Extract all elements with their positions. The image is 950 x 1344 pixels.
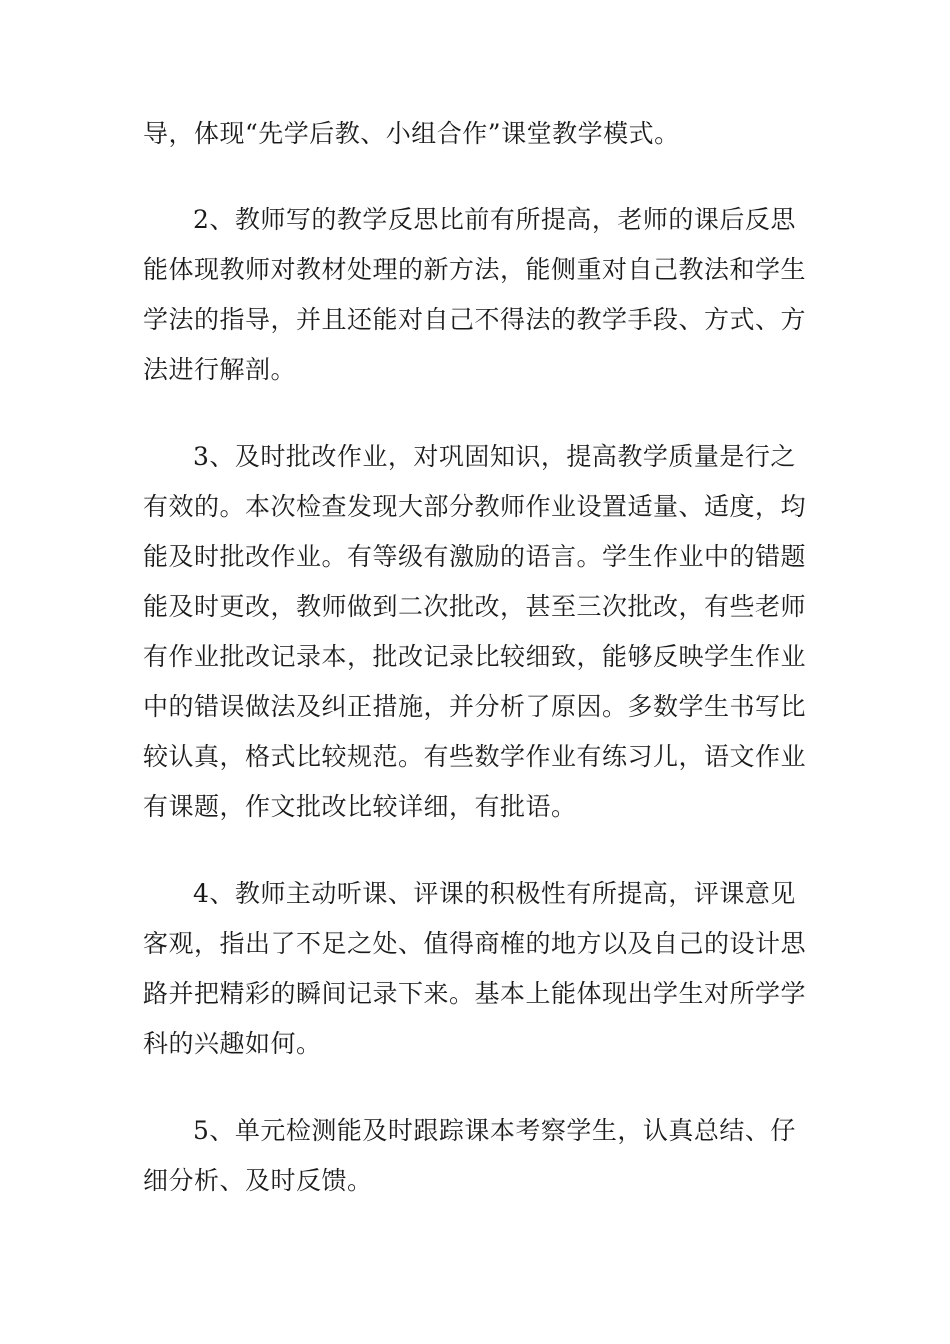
paragraph-4-line-4: 科的兴趣如何。 [143, 1029, 322, 1058]
paragraph-4-line-3: 路并把精彩的瞬间记录下来。基本上能体现出学生对所学学 [143, 979, 807, 1008]
paragraph-2-line-3: 学法的指导，并且还能对自己不得法的教学手段、方式、方 [143, 305, 807, 334]
paragraph-2-line-1: 2、教师写的教学反思比前有所提高，老师的课后反思 [193, 205, 796, 234]
paragraph-2-line-2: 能体现教师对教材处理的新方法，能侧重对自己教法和学生 [143, 255, 807, 284]
paragraph-3-line-8: 有课题，作文批改比较详细，有批语。 [143, 792, 577, 821]
paragraph-4-line-1: 4、教师主动听课、评课的积极性有所提高，评课意见 [193, 879, 796, 908]
paragraph-3-line-2: 有效的。本次检查发现大部分教师作业设置适量、适度，均 [143, 492, 807, 521]
paragraph-3-line-6: 中的错误做法及纠正措施，并分析了原因。多数学生书写比 [143, 692, 807, 721]
paragraph-3-line-3: 能及时批改作业。有等级有激励的语言。学生作业中的错题 [143, 542, 807, 571]
paragraph-3-line-5: 有作业批改记录本，批改记录比较细致，能够反映学生作业 [143, 642, 807, 671]
paragraph-3-line-4: 能及时更改，教师做到二次批改，甚至三次批改，有些老师 [143, 592, 807, 621]
paragraph-3-line-1: 3、及时批改作业，对巩固知识，提高教学质量是行之 [193, 442, 796, 471]
paragraph-2-line-4: 法进行解剖。 [143, 355, 297, 384]
paragraph-5-line-2: 细分析、及时反馈。 [143, 1166, 373, 1195]
paragraph-3-line-7: 较认真，格式比较规范。有些数学作业有练习儿，语文作业 [143, 742, 807, 771]
paragraph-4-line-2: 客观，指出了不足之处、值得商榷的地方以及自己的设计思 [143, 929, 807, 958]
paragraph-1-line-1: 导，体现“先学后教、小组合作”课堂教学模式。 [143, 119, 680, 148]
paragraph-5-line-1: 5、单元检测能及时跟踪课本考察学生，认真总结、仔 [193, 1116, 796, 1145]
